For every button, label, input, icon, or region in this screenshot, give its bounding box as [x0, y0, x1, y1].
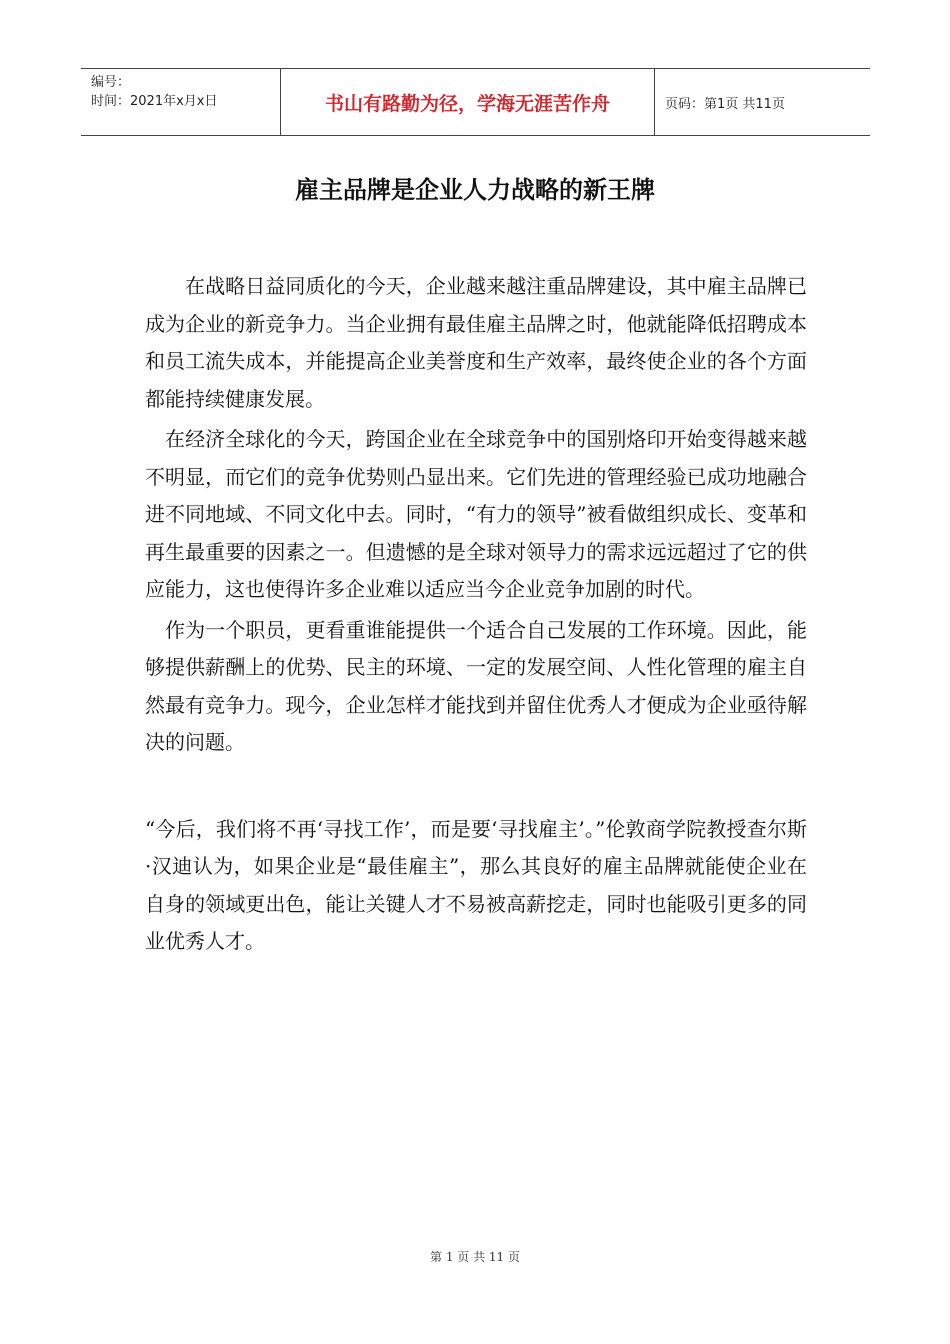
header-meta-cell: [81, 69, 281, 135]
header-motto-cell: [281, 69, 655, 135]
doc-number-label: 编号：: [91, 75, 131, 90]
header-page-cell: [655, 69, 870, 135]
header-motto: 书山有路勤为径，学海无涯苦作舟: [324, 92, 610, 115]
header-table: [81, 68, 870, 136]
page-footer: 第 1 页 共 11 页: [430, 1250, 520, 1264]
paragraph-4: “今后，我们将不再‘寻找工作’，而是要‘寻找雇主’。”伦敦商学院教授查尔斯·汉迪认为，如果企业是“最佳雇主”，那么其良好的雇主品牌就能使企业在自身的领域更出色，能让关键人才不易被高薪挖走，同时也能吸引更多的同业优秀人才。: [145, 816, 807, 953]
paragraph-gap: [145, 765, 807, 811]
document-title: 雇主品牌是企业人力战略的新王牌: [295, 176, 655, 204]
paragraph-1: 在战略日益同质化的今天，企业越来越注重品牌建设，其中雇主品牌已成为企业的新竞争力。当企业拥有最佳雇主品牌之时，他就能降低招聘成本和员工流失成本，并能提高企业美誉度和生产效率，最终使企业的各个方面都能持续健康发展。: [145, 274, 807, 411]
time-label: 时间：2021年x月x日: [91, 94, 218, 109]
page-code: 页码：第1页 共11页: [665, 96, 785, 112]
document-body: [145, 268, 807, 964]
paragraph-2: 在经济全球化的今天，跨国企业在全球竞争中的国别烙印开始变得越来越不明显，而它们的竞争优势则凸显出来。它们先进的管理经验已成功地融合进不同地域、不同文化中去。同时，“有力的领导”被看做组织成长、变革和再生最重要的因素之一。但遗憾的是全球对领导力的需求远远超过了它的供应能力，这也使得许多企业难以适应当今企业竞争加剧的时代。: [145, 427, 807, 601]
paragraph-3: 作为一个职员，更看重谁能提供一个适合自己发展的工作环境。因此，能够提供薪酬上的优势、民主的环境、一定的发展空间、人性化管理的雇主自然最有竞争力。现今，企业怎样才能找到并留住优秀人才便成为企业亟待解决的问题。: [145, 617, 807, 754]
